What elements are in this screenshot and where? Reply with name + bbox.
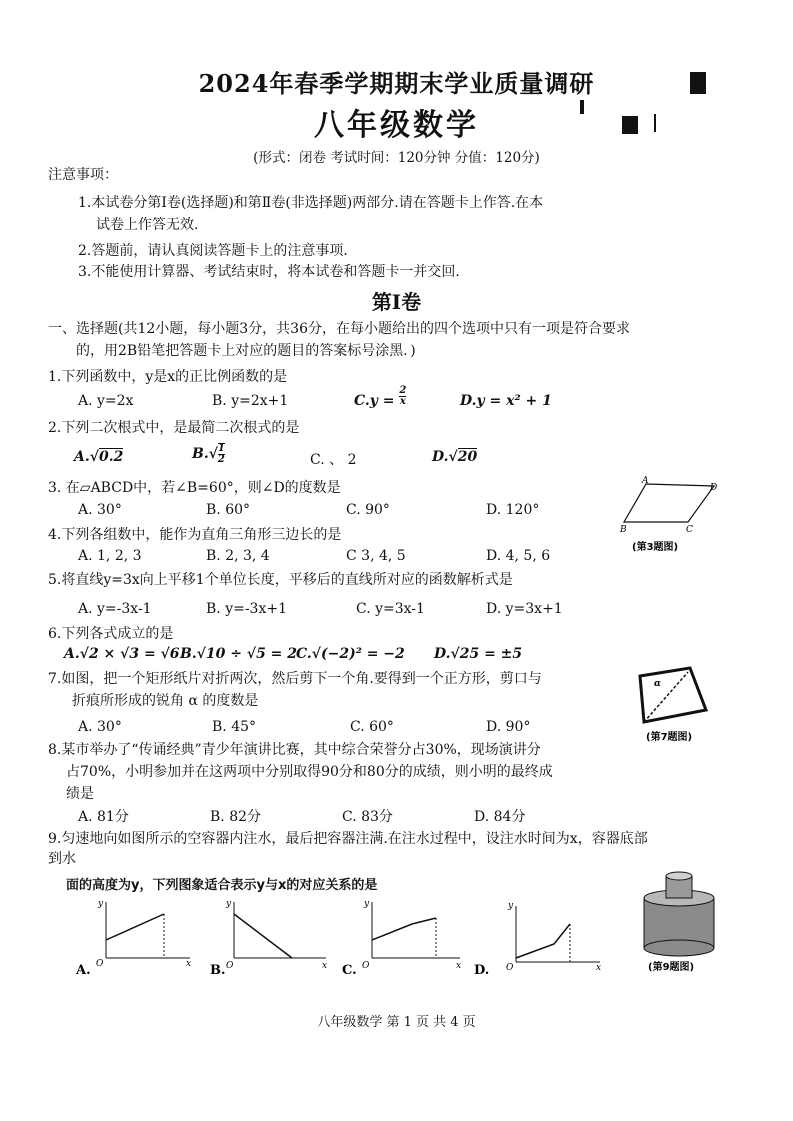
q9-stem-b: 到水 <box>48 851 76 867</box>
graph-a-origin: O <box>96 959 104 969</box>
q1-option-c <box>354 384 407 409</box>
q3-stem: 3. 在▱ABCD中，若∠B=60°，则∠D的度数是 <box>48 480 341 496</box>
figure-3-parallelogram <box>618 476 728 558</box>
q8-option-d: D. 84分 <box>474 809 526 825</box>
section-title: 第Ⅰ卷 <box>371 290 422 314</box>
graph-a-x-label: x <box>186 959 192 969</box>
q9-graph-a <box>72 896 202 978</box>
q7-option-c: C. 60° <box>350 719 394 735</box>
q6-option-a: A.√2 × √3 = √6 <box>64 646 180 662</box>
figure-7-folded-paper <box>632 662 722 744</box>
vertex-b-label: B <box>620 525 627 535</box>
q3-option-b: B. 60° <box>206 502 251 518</box>
q1-c-numerator: 2 <box>399 384 407 396</box>
q8-stem-b: 占70%，小明参加并在这两项中分别取得90分和80分的成绩，则小明的最终成 <box>66 764 553 780</box>
q2-d-radicand: 20 <box>457 449 478 465</box>
q4-option-a: A. 1, 2, 3 <box>78 548 142 564</box>
q2-option-b: B.√ $\frac{1}{2}$ <box>192 443 225 465</box>
q5-option-c: C. y=3x-1 <box>356 601 425 617</box>
q9-graph-b <box>206 896 336 978</box>
notes-heading: 注意事项： <box>48 167 118 183</box>
figure-9-caption: (第9题图) <box>648 962 695 973</box>
q6-option-d: D.√25 = ±5 <box>434 646 523 662</box>
q4-option-b: B. 2, 3, 4 <box>206 548 270 564</box>
exam-meta: (形式：闭卷 考试时间：120分钟 分值：120分) <box>253 150 540 166</box>
q2-option-d: D.√20 <box>432 449 478 465</box>
q9-stem-a: 9.匀速地向如图所示的空容器内注水，最后把容器注满.在注水过程中，设注水时间为x，容器底部 <box>48 831 648 847</box>
q2-option-a: A.√0.2 <box>74 449 124 465</box>
q1-stem: 1.下列函数中，y是x的正比例函数的是 <box>48 369 288 385</box>
q1-c-denominator: x <box>399 395 406 407</box>
figure-3-caption: (第3题图) <box>632 542 679 553</box>
q3-option-c: C. 90° <box>346 502 390 518</box>
graph-c-y-label: y <box>364 899 370 909</box>
graph-c-line <box>372 918 436 940</box>
vertex-d-label: D <box>710 483 718 493</box>
q2-option-c: C. 、 2 <box>310 452 357 468</box>
graph-b-x-label: x <box>322 961 328 971</box>
q7-stem-b: 折痕所形成的锐角 α 的度数是 <box>72 693 259 709</box>
vertex-c-label: C <box>686 525 693 535</box>
q4-option-d: D. 4, 5, 6 <box>486 548 551 564</box>
q2-a-radicand: 0.2 <box>98 449 124 465</box>
note-1b: 试卷上作答无效. <box>96 217 199 233</box>
q2-a-label: A. <box>74 449 90 465</box>
q9-option-a: A. <box>76 963 91 978</box>
graph-c-origin: O <box>362 961 370 971</box>
folded-paper-shape <box>640 668 706 722</box>
figure-9-container <box>636 868 726 974</box>
q9-option-c: C. <box>342 963 357 978</box>
q9-graph-c <box>340 896 470 978</box>
q6-option-c: C.√(−2)² = −2 <box>296 646 405 662</box>
graph-b-origin: O <box>226 961 234 971</box>
q7-option-d: D. 90° <box>486 719 531 735</box>
q6-stem: 6.下列各式成立的是 <box>48 626 174 642</box>
graph-d-y-label: y <box>508 901 514 911</box>
q8-option-b: B. 82分 <box>210 809 262 825</box>
exam-subject: 八年级数学 <box>314 108 479 143</box>
q4-option-c: C 3, 4, 5 <box>346 548 406 564</box>
q2-stem: 2.下列二次根式中，是最简二次根式的是 <box>48 420 300 436</box>
note-1a: 1.本试卷分第Ⅰ卷(选择题)和第Ⅱ卷(非选择题)两部分.请在答题卡上作答.在本 <box>78 195 544 211</box>
q3-option-a: A. 30° <box>78 502 122 518</box>
graph-a-line <box>106 914 164 940</box>
q1-option-a: A. y=2x <box>78 393 134 409</box>
q8-option-a: A. 81分 <box>78 809 129 825</box>
q8-stem-c: 绩是 <box>66 786 94 802</box>
instruction-a: 一、选择题(共12小题，每小题3分，共36分，在每小题给出的四个选项中只有一项是符合要求 <box>48 321 630 337</box>
graph-d-line <box>516 924 570 958</box>
q5-option-d: D. y=3x+1 <box>486 601 563 617</box>
container-lower-base <box>644 940 714 956</box>
q7-option-a: A. 30° <box>78 719 122 735</box>
q9-stem-c: 面的高度为y，下列图象适合表示y与x的对应关系的是 <box>66 878 378 893</box>
q7-option-b: B. 45° <box>212 719 257 735</box>
q3-option-d: D. 120° <box>486 502 540 518</box>
q2-b-denominator: 2 <box>217 454 225 465</box>
vertex-a-label: A <box>642 476 649 486</box>
q8-option-c: C. 83分 <box>342 809 393 825</box>
q9-graph-d <box>474 896 604 978</box>
graph-c-x-label: x <box>456 961 462 971</box>
graph-a-y-label: y <box>98 899 104 909</box>
q9-option-b: B. <box>210 963 226 978</box>
graph-d-origin: O <box>506 963 514 973</box>
graph-d-x-label: x <box>596 963 602 973</box>
container-upper-top <box>666 872 692 880</box>
q5-option-a: A. y=-3x-1 <box>78 601 152 617</box>
q1-option-b: B. y=2x+1 <box>212 393 289 409</box>
q2-b-label: B. <box>192 446 209 462</box>
q5-stem: 5.将直线y=3x向上平移1个单位长度，平移后的直线所对应的函数解析式是 <box>48 572 513 588</box>
angle-alpha-label: α <box>654 679 661 689</box>
instruction-b: 的，用2B铅笔把答题卡上对应的题目的答案标号涂黑．) <box>76 343 416 359</box>
q1-option-d: D.y = x² + 1 <box>460 393 552 409</box>
q4-stem: 4.下列各组数中，能作为直角三角形三边长的是 <box>48 527 342 543</box>
q7-stem-a: 7.如图，把一个矩形纸片对折两次，然后剪下一个角.要得到一个正方形，剪口与 <box>48 671 542 687</box>
page-footer: 八年级数学 第 1 页 共 4 页 <box>317 1015 476 1030</box>
exam-title: 2024年春季学期期末学业质量调研 <box>198 69 595 98</box>
q9-option-d: D. <box>474 963 490 978</box>
q1-c-label: C.y = <box>354 393 400 409</box>
q2-b-numerator: 1 <box>217 443 225 454</box>
q2-d-label: D. <box>432 449 449 465</box>
q8-stem-a: 8.某市举办了“传诵经典”青少年演讲比赛，其中综合荣誉分占30%，现场演讲分 <box>48 742 541 758</box>
q5-option-b: B. y=-3x+1 <box>206 601 287 617</box>
parallelogram-shape <box>624 484 714 522</box>
note-2: 2.答题前，请认真阅读答题卡上的注意事项． <box>78 243 358 259</box>
graph-b-line <box>234 914 292 958</box>
graph-b-y-label: y <box>226 899 232 909</box>
q6-option-b: B.√10 ÷ √5 = 2 <box>180 646 298 662</box>
note-3: 3.不能使用计算器、考试结束时，将本试卷和答题卡一并交回． <box>78 264 470 280</box>
figure-7-caption: (第7题图) <box>646 732 693 743</box>
